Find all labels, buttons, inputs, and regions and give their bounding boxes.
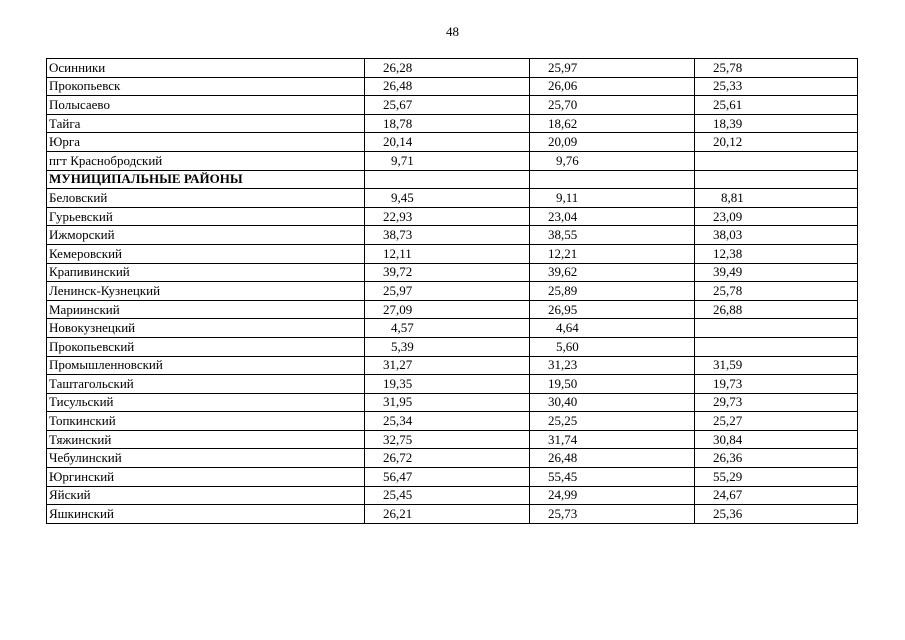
value-cell-v1 <box>365 170 530 189</box>
name-cell: Тяжинский <box>47 430 365 449</box>
name-cell: Яйский <box>47 486 365 505</box>
value-cell-v1: 26,72 <box>365 449 530 468</box>
table-row <box>47 96 858 115</box>
value-cell-v3: 23,09 <box>695 207 858 226</box>
table-row <box>47 430 858 449</box>
name-cell: Яшкинский <box>47 505 365 524</box>
value-cell-v3 <box>695 170 858 189</box>
table-row <box>47 393 858 412</box>
value-cell-v3: 38,03 <box>695 226 858 245</box>
name-cell: Тисульский <box>47 393 365 412</box>
value-cell-v1: 25,67 <box>365 96 530 115</box>
name-cell: Гурьевский <box>47 207 365 226</box>
value-cell-v3 <box>695 151 858 170</box>
table-row <box>47 114 858 133</box>
value-cell-v3: 20,12 <box>695 133 858 152</box>
value-cell-v3: 25,33 <box>695 77 858 96</box>
value-cell-v1: 26,21 <box>365 505 530 524</box>
name-cell: Крапивинский <box>47 263 365 282</box>
value-cell-v1: 25,45 <box>365 486 530 505</box>
value-cell-v2: 9,11 <box>530 189 695 208</box>
table-row <box>47 282 858 301</box>
value-cell-v1: 32,75 <box>365 430 530 449</box>
value-cell-v2: 20,09 <box>530 133 695 152</box>
value-cell-v2: 24,99 <box>530 486 695 505</box>
table-row <box>47 189 858 208</box>
name-cell: Беловский <box>47 189 365 208</box>
table-row <box>47 486 858 505</box>
value-cell-v2: 19,50 <box>530 375 695 394</box>
value-cell-v2: 39,62 <box>530 263 695 282</box>
value-cell-v1: 31,95 <box>365 393 530 412</box>
value-cell-v3: 25,27 <box>695 412 858 431</box>
value-cell-v3: 25,61 <box>695 96 858 115</box>
value-cell-v2: 9,76 <box>530 151 695 170</box>
value-cell-v1: 25,34 <box>365 412 530 431</box>
value-cell-v2: 5,60 <box>530 337 695 356</box>
value-cell-v3: 30,84 <box>695 430 858 449</box>
value-cell-v3: 25,78 <box>695 282 858 301</box>
table-row <box>47 356 858 375</box>
name-cell: Тайга <box>47 114 365 133</box>
value-cell-v1: 9,45 <box>365 189 530 208</box>
table-row <box>47 59 858 78</box>
value-cell-v1: 19,35 <box>365 375 530 394</box>
value-cell-v1: 18,78 <box>365 114 530 133</box>
value-cell-v1: 27,09 <box>365 300 530 319</box>
table-row <box>47 375 858 394</box>
value-cell-v1: 4,57 <box>365 319 530 338</box>
name-cell: пгт Краснобродский <box>47 151 365 170</box>
value-cell-v1: 38,73 <box>365 226 530 245</box>
value-cell-v3: 25,36 <box>695 505 858 524</box>
value-cell-v2: 31,74 <box>530 430 695 449</box>
value-cell-v1: 9,71 <box>365 151 530 170</box>
data-table <box>46 58 858 524</box>
value-cell-v2: 31,23 <box>530 356 695 375</box>
section-title-cell: МУНИЦИПАЛЬНЫЕ РАЙОНЫ <box>47 170 365 189</box>
name-cell: Чебулинский <box>47 449 365 468</box>
value-cell-v3: 29,73 <box>695 393 858 412</box>
value-cell-v1: 12,11 <box>365 244 530 263</box>
value-cell-v2: 25,73 <box>530 505 695 524</box>
name-cell: Топкинский <box>47 412 365 431</box>
value-cell-v3 <box>695 337 858 356</box>
value-cell-v3: 26,88 <box>695 300 858 319</box>
value-cell-v3: 8,81 <box>695 189 858 208</box>
table-row <box>47 263 858 282</box>
value-cell-v1: 26,28 <box>365 59 530 78</box>
name-cell: Полысаево <box>47 96 365 115</box>
value-cell-v2: 26,48 <box>530 449 695 468</box>
value-cell-v3: 55,29 <box>695 468 858 487</box>
value-cell-v2: 26,06 <box>530 77 695 96</box>
value-cell-v2: 25,89 <box>530 282 695 301</box>
value-cell-v3: 12,38 <box>695 244 858 263</box>
value-cell-v3: 25,78 <box>695 59 858 78</box>
value-cell-v2 <box>530 170 695 189</box>
name-cell: Осинники <box>47 59 365 78</box>
value-cell-v3: 18,39 <box>695 114 858 133</box>
value-cell-v1: 20,14 <box>365 133 530 152</box>
value-cell-v1: 39,72 <box>365 263 530 282</box>
value-cell-v1: 56,47 <box>365 468 530 487</box>
value-cell-v2: 55,45 <box>530 468 695 487</box>
value-cell-v2: 30,40 <box>530 393 695 412</box>
value-cell-v1: 22,93 <box>365 207 530 226</box>
value-cell-v2: 38,55 <box>530 226 695 245</box>
value-cell-v3: 26,36 <box>695 449 858 468</box>
name-cell: Ижморский <box>47 226 365 245</box>
table-row <box>47 133 858 152</box>
value-cell-v2: 26,95 <box>530 300 695 319</box>
name-cell: Таштагольский <box>47 375 365 394</box>
name-cell: Мариинский <box>47 300 365 319</box>
name-cell: Промышленновский <box>47 356 365 375</box>
value-cell-v2: 23,04 <box>530 207 695 226</box>
value-cell-v2: 4,64 <box>530 319 695 338</box>
value-cell-v2: 18,62 <box>530 114 695 133</box>
table-row <box>47 468 858 487</box>
value-cell-v2: 25,70 <box>530 96 695 115</box>
table-row <box>47 449 858 468</box>
value-cell-v3 <box>695 319 858 338</box>
value-cell-v3: 24,67 <box>695 486 858 505</box>
table-row <box>47 300 858 319</box>
value-cell-v1: 5,39 <box>365 337 530 356</box>
table-row <box>47 337 858 356</box>
name-cell: Ленинск-Кузнецкий <box>47 282 365 301</box>
table-row <box>47 77 858 96</box>
value-cell-v3: 31,59 <box>695 356 858 375</box>
table-row <box>47 244 858 263</box>
table-row <box>47 226 858 245</box>
name-cell: Новокузнецкий <box>47 319 365 338</box>
table-row <box>47 412 858 431</box>
value-cell-v2: 25,97 <box>530 59 695 78</box>
table-body <box>47 59 858 524</box>
name-cell: Юрга <box>47 133 365 152</box>
value-cell-v2: 25,25 <box>530 412 695 431</box>
value-cell-v3: 39,49 <box>695 263 858 282</box>
value-cell-v1: 25,97 <box>365 282 530 301</box>
table-row <box>47 505 858 524</box>
value-cell-v3: 19,73 <box>695 375 858 394</box>
name-cell: Кемеровский <box>47 244 365 263</box>
table-row <box>47 319 858 338</box>
name-cell: Прокопьевский <box>47 337 365 356</box>
table-row <box>47 151 858 170</box>
table-row <box>47 207 858 226</box>
value-cell-v1: 31,27 <box>365 356 530 375</box>
value-cell-v1: 26,48 <box>365 77 530 96</box>
name-cell: Прокопьевск <box>47 77 365 96</box>
section-header-row <box>47 170 858 189</box>
page-number: 48 <box>446 24 459 39</box>
name-cell: Юргинский <box>47 468 365 487</box>
value-cell-v2: 12,21 <box>530 244 695 263</box>
